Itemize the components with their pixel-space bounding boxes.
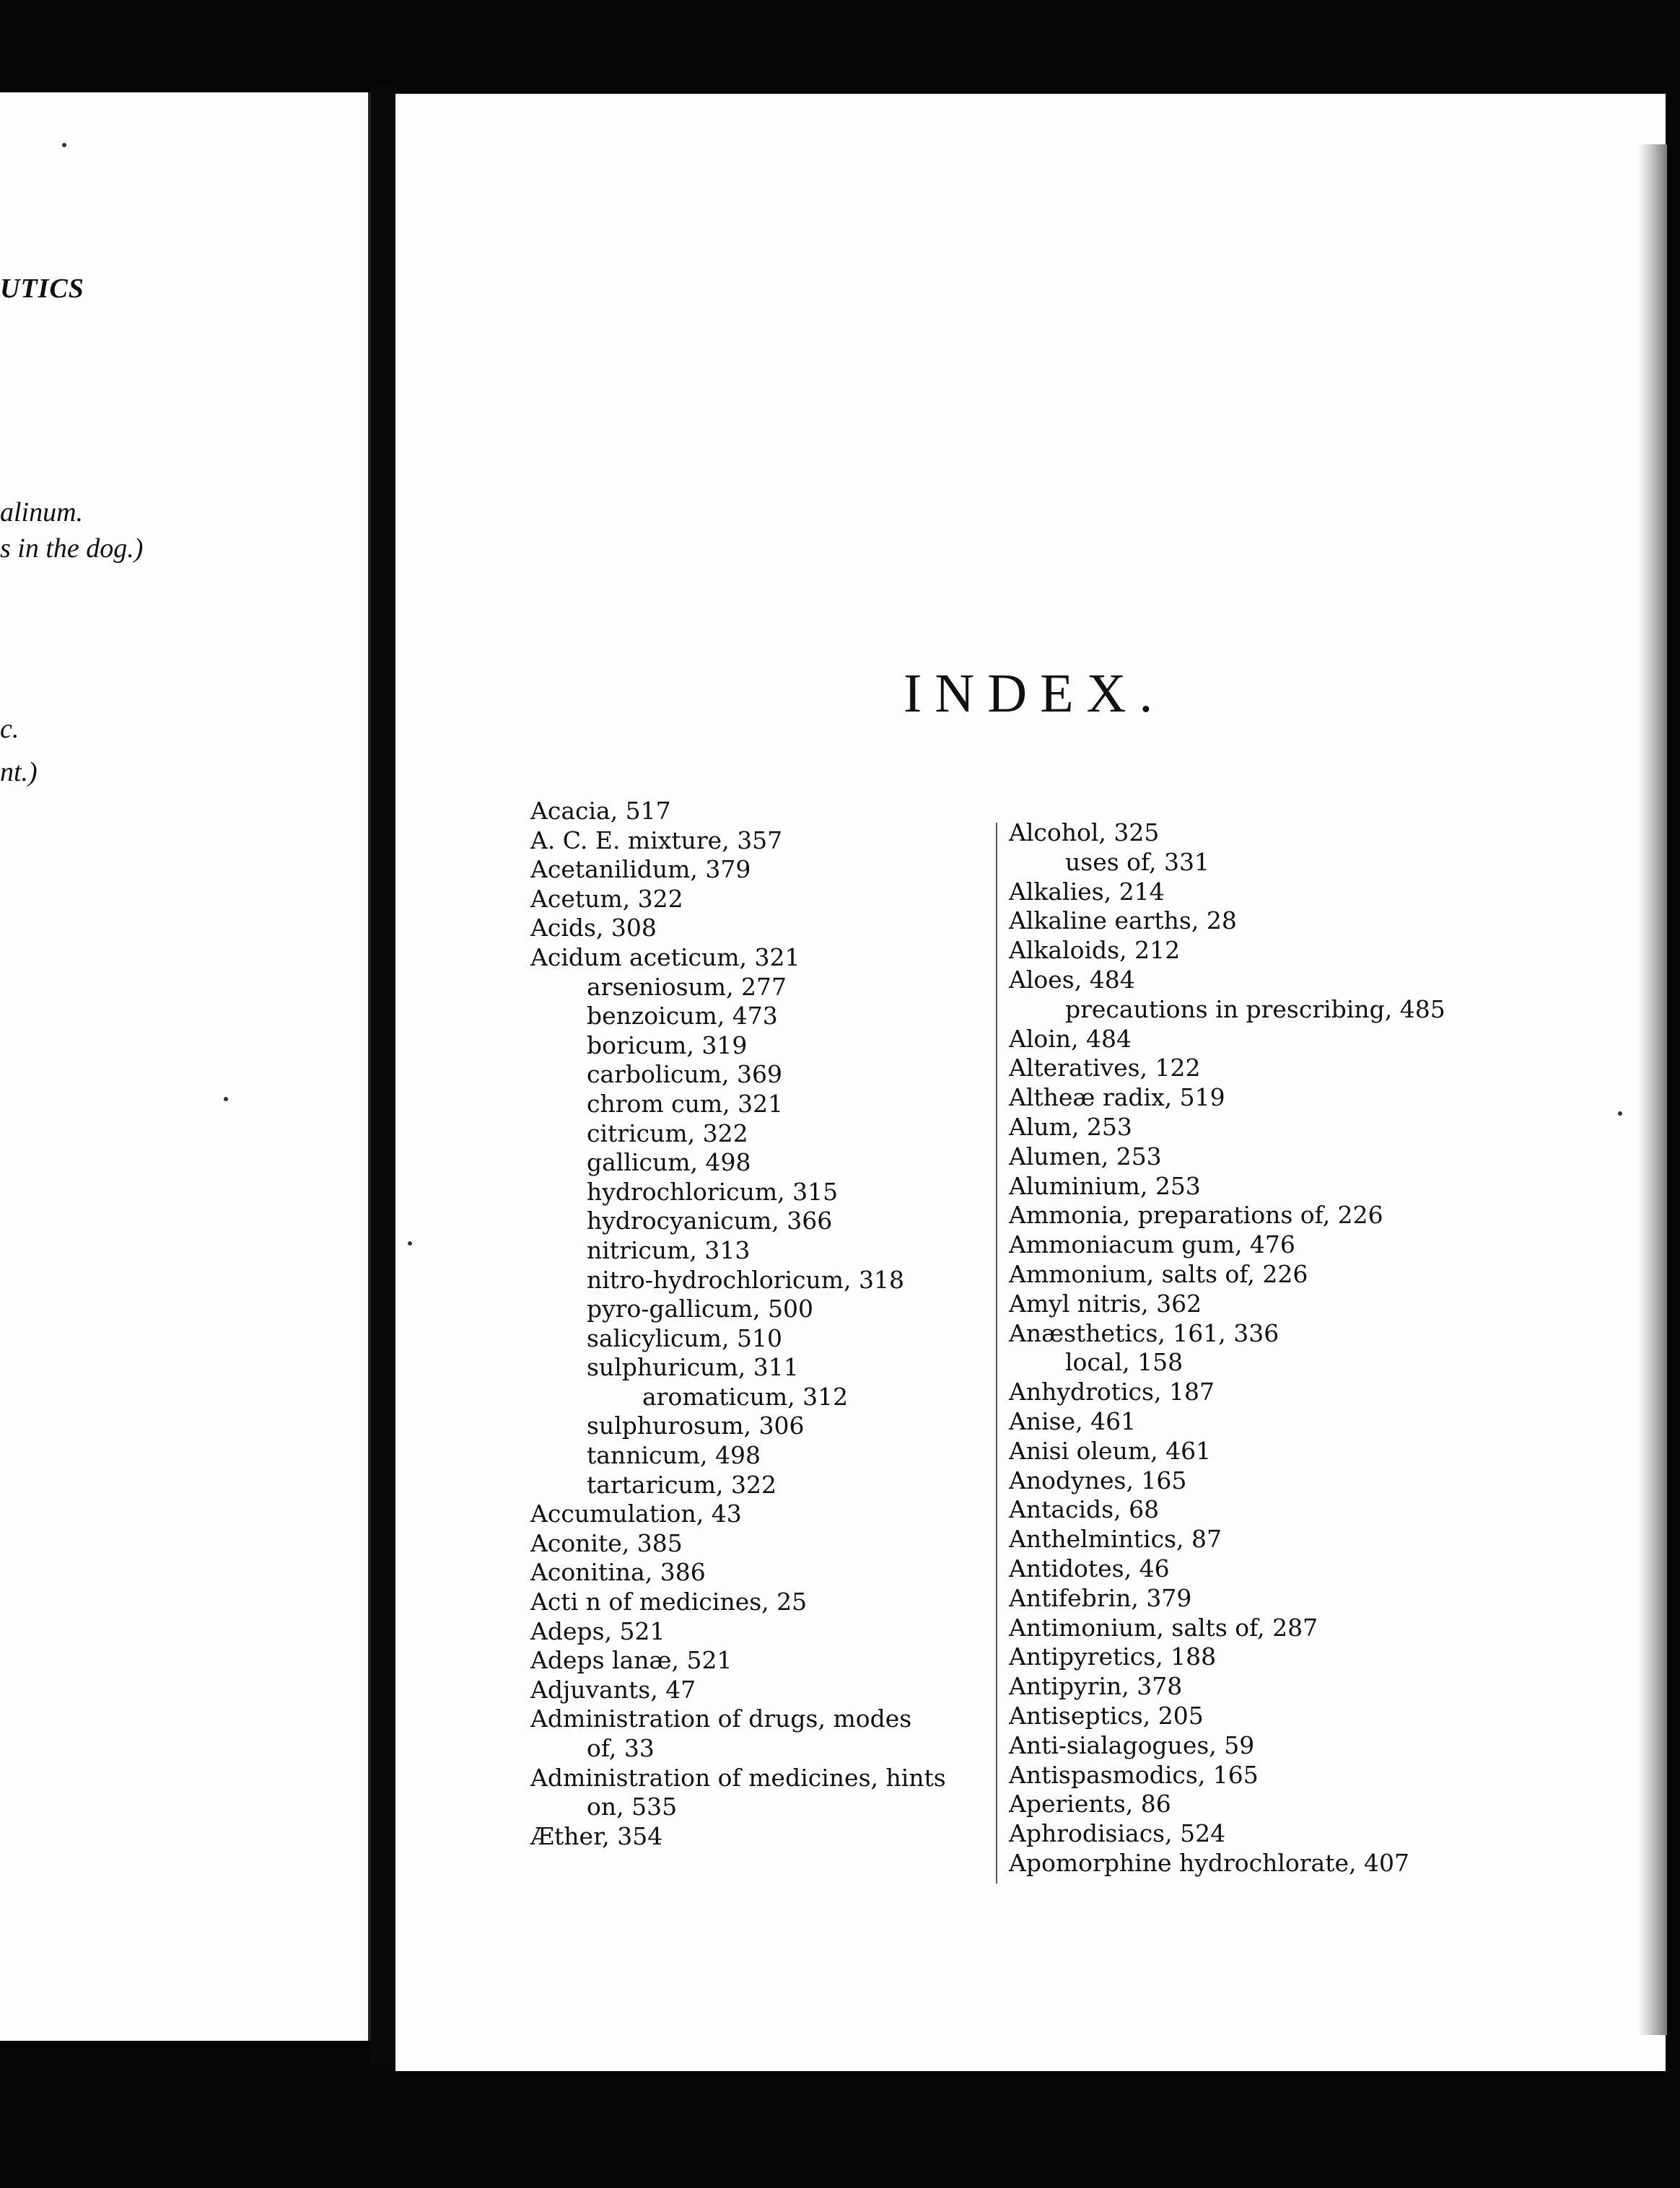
index-subentry: carbolicum, 369 (587, 1060, 783, 1089)
left-page-line-3: c. (0, 714, 19, 744)
index-entry: Antiseptics, 205 (1009, 1701, 1204, 1730)
book-spine (371, 87, 397, 2064)
dust-speck (224, 1097, 228, 1101)
index-entry: Anisi oleum, 461 (1009, 1436, 1212, 1465)
index-subentry: hydrochloricum, 315 (587, 1177, 839, 1206)
index-entry: Aloes, 484 (1009, 965, 1135, 994)
index-entry: Aconitina, 386 (530, 1558, 706, 1587)
index-entry: Æther, 354 (530, 1821, 663, 1850)
index-entry: Antidotes, 46 (1009, 1554, 1170, 1583)
index-entry: Acidum aceticum, 321 (530, 942, 800, 971)
left-page-heading-fragment: UTICS (0, 274, 84, 304)
left-page-line-1: alinum. (0, 497, 84, 528)
index-right-column (1009, 818, 1445, 1878)
left-page-line-4: nt.) (0, 757, 38, 787)
left-page-line-2: s in the dog.) (0, 533, 144, 564)
index-entry: Antispasmodics, 165 (1009, 1760, 1259, 1789)
index-subentry: nitricum, 313 (587, 1235, 751, 1264)
index-subentry: arseniosum, 277 (587, 972, 787, 1001)
index-subentry: tannicum, 498 (587, 1441, 761, 1470)
index-subentry: on, 535 (587, 1793, 678, 1821)
index-entry: Anise, 461 (1009, 1406, 1137, 1435)
index-entry: Antipyrin, 378 (1009, 1672, 1183, 1701)
left-page (0, 92, 371, 2041)
index-entry: Administration of medicines, hints (530, 1763, 946, 1792)
index-subentry: boricum, 319 (587, 1030, 748, 1059)
index-entry: Alumen, 253 (1009, 1142, 1162, 1170)
index-entry: Adjuvants, 47 (530, 1675, 696, 1704)
index-subentry: aromaticum, 312 (642, 1382, 849, 1411)
index-entry: Aluminium, 253 (1009, 1171, 1201, 1200)
index-entry: Aconite, 385 (530, 1528, 683, 1557)
index-entry: Acids, 308 (530, 914, 657, 942)
index-entry: Alkaline earths, 28 (1009, 906, 1237, 935)
index-subentry: citricum, 322 (587, 1119, 748, 1147)
index-entry: Apomorphine hydrochlorate, 407 (1009, 1848, 1409, 1877)
index-subentry: sulphuricum, 311 (587, 1353, 799, 1382)
index-entry: Aphrodisiacs, 524 (1009, 1819, 1226, 1848)
index-entry: Anæsthetics, 161, 336 (1009, 1318, 1279, 1347)
column-divider (996, 823, 997, 1883)
index-entry: Adeps, 521 (530, 1616, 665, 1645)
index-subentry: sulphurosum, 306 (587, 1412, 805, 1440)
index-entry: Alkaloids, 212 (1009, 936, 1181, 965)
index-entry: Ammoniacum gum, 476 (1009, 1230, 1295, 1259)
index-entry: Acacia, 517 (530, 797, 671, 825)
index-entry: Anodynes, 165 (1009, 1466, 1187, 1495)
index-subentry: uses of, 331 (1065, 847, 1210, 876)
index-entry: Acetanilidum, 379 (530, 855, 751, 884)
index-entry: Ammonium, salts of, 226 (1009, 1259, 1308, 1288)
index-entry: Antipyretics, 188 (1009, 1642, 1217, 1671)
index-subentry: gallicum, 498 (587, 1148, 751, 1177)
dust-speck (62, 143, 66, 147)
index-entry: Acti n of medicines, 25 (530, 1588, 808, 1616)
index-entry: Acetum, 322 (530, 884, 683, 913)
page-edge-shadow (1638, 144, 1667, 2035)
index-entry: Alcohol, 325 (1009, 818, 1160, 846)
index-entry: Aloin, 484 (1009, 1024, 1132, 1053)
index-subentry: pyro-gallicum, 500 (587, 1295, 814, 1323)
index-subentry: salicylicum, 510 (587, 1323, 782, 1352)
index-subentry: of, 33 (587, 1734, 655, 1762)
index-entry: Ammonia, preparations of, 226 (1009, 1201, 1383, 1230)
index-entry: Anhydrotics, 187 (1009, 1378, 1215, 1406)
index-entry: Aperients, 86 (1009, 1790, 1171, 1819)
index-entry: Alkalies, 214 (1009, 877, 1165, 906)
index-entry: Alum, 253 (1009, 1112, 1132, 1141)
index-subentry: precautions in prescribing, 485 (1065, 994, 1445, 1023)
index-entry: Adeps lanæ, 521 (530, 1646, 732, 1675)
index-title: INDEX. (904, 663, 1166, 724)
index-entry: Administration of drugs, modes (530, 1705, 912, 1733)
index-entry: Accumulation, 43 (530, 1500, 742, 1528)
index-entry: Alteratives, 122 (1009, 1054, 1201, 1082)
index-entry: Antimonium, salts of, 287 (1009, 1613, 1318, 1642)
dust-speck (1618, 1111, 1622, 1116)
index-entry: Amyl nitris, 362 (1009, 1289, 1202, 1318)
index-subentry: hydrocyanicum, 366 (587, 1207, 833, 1235)
index-entry: Anthelmintics, 87 (1009, 1525, 1222, 1554)
index-subentry: nitro-hydrochloricum, 318 (587, 1265, 905, 1294)
dust-speck (408, 1241, 412, 1246)
index-subentry: chrom cum, 321 (587, 1089, 784, 1118)
index-subentry: benzoicum, 473 (587, 1002, 778, 1030)
index-entry: A. C. E. mixture, 357 (530, 826, 783, 854)
index-entry: Altheæ radix, 519 (1009, 1083, 1225, 1112)
index-subentry: local, 158 (1065, 1348, 1184, 1377)
index-subentry: tartaricum, 322 (587, 1470, 776, 1499)
index-entry: Antacids, 68 (1009, 1495, 1160, 1524)
index-entry: Antifebrin, 379 (1009, 1583, 1192, 1612)
index-entry: Anti-sialagogues, 59 (1009, 1730, 1255, 1759)
index-left-column (530, 797, 946, 1851)
